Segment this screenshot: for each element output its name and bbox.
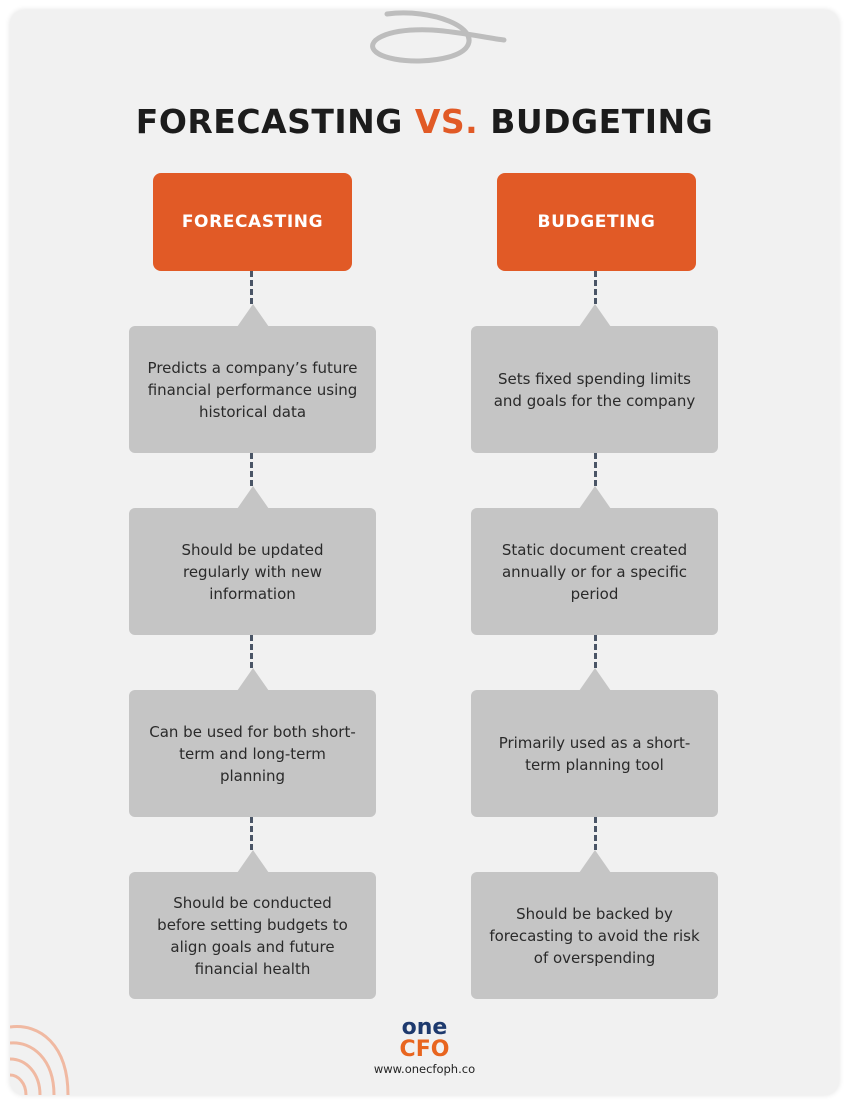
title-budgeting: BUDGETING bbox=[490, 102, 714, 141]
forecasting-card-2: Should be updated regularly with new information bbox=[129, 508, 376, 635]
forecasting-header: FORECASTING bbox=[153, 173, 352, 271]
logo-one: one bbox=[401, 1015, 448, 1040]
budgeting-header: BUDGETING bbox=[497, 173, 696, 271]
logo-cfo: CFO bbox=[399, 1037, 450, 1062]
connector-line bbox=[594, 453, 597, 486]
page-title bbox=[10, 102, 839, 141]
forecasting-card-1: Predicts a company’s future financial performance using historical data bbox=[129, 326, 376, 453]
title-forecasting: FORECASTING bbox=[135, 102, 403, 141]
swirl-decoration-top bbox=[362, 10, 512, 70]
infographic-page bbox=[10, 10, 839, 1095]
connector-line bbox=[594, 271, 597, 304]
budgeting-card-1: Sets fixed spending limits and goals for the company bbox=[471, 326, 718, 453]
connector-line bbox=[594, 635, 597, 668]
budgeting-card-3: Primarily used as a short-term planning tool bbox=[471, 690, 718, 817]
forecasting-card-4: Should be conducted before setting budgets to align goals and future financial health bbox=[129, 872, 376, 999]
budgeting-card-2: Static document created annually or for a specific period bbox=[471, 508, 718, 635]
connector-line bbox=[250, 817, 253, 850]
connector-line bbox=[250, 453, 253, 486]
connector-line bbox=[250, 635, 253, 668]
title-vs: VS. bbox=[414, 102, 479, 141]
connector-line bbox=[250, 271, 253, 304]
website-url: www.onecfoph.co bbox=[373, 1062, 476, 1076]
forecasting-card-3: Can be used for both short-term and long-term planning bbox=[129, 690, 376, 817]
budgeting-card-4: Should be backed by forecasting to avoid the risk of overspending bbox=[471, 872, 718, 999]
connector-line bbox=[594, 817, 597, 850]
